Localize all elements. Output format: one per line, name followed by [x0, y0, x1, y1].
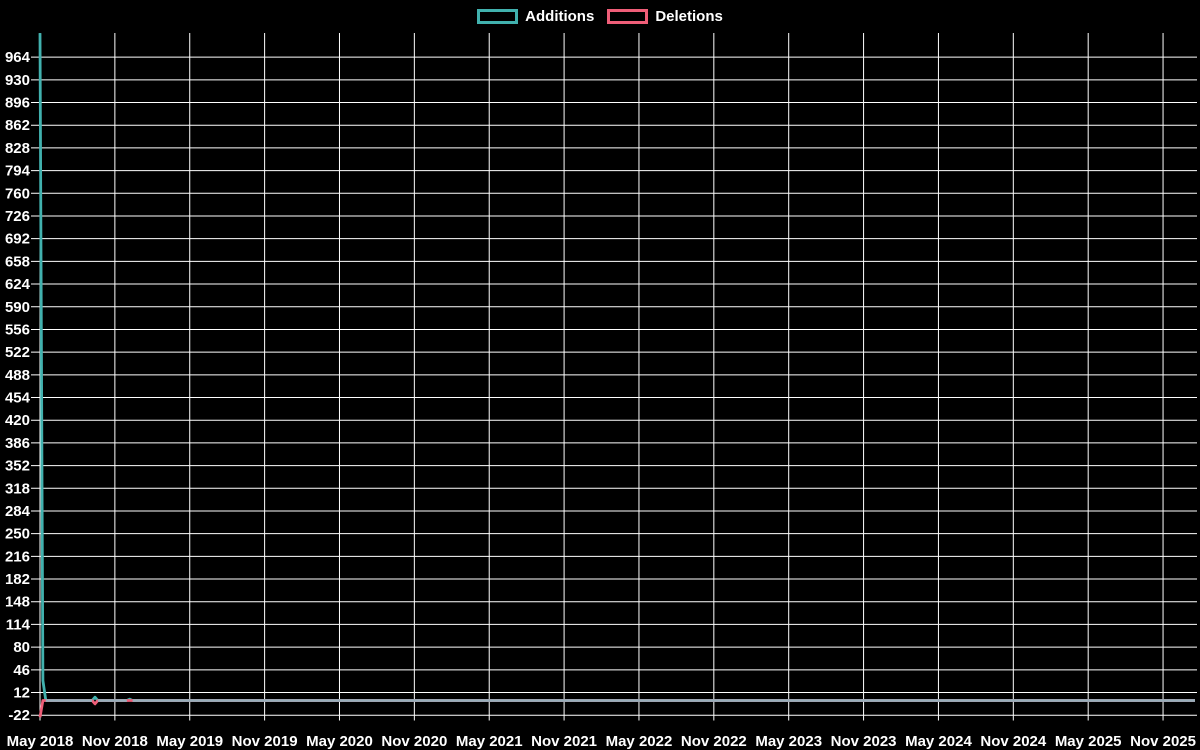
x-axis-tick-label: May 2025	[1054, 733, 1122, 750]
y-axis-tick-label: 12	[13, 684, 30, 702]
additions-line	[40, 33, 1195, 700]
y-axis-tick-label: 760	[4, 185, 30, 203]
legend-item-additions[interactable]	[477, 8, 594, 25]
y-axis-tick-label: -22	[8, 707, 30, 725]
x-axis-tick-label: May 2019	[156, 733, 224, 750]
x-axis-tick-label: Nov 2019	[231, 733, 298, 750]
y-axis-tick-label: 148	[4, 593, 30, 611]
y-axis-tick-label: 556	[4, 321, 30, 339]
y-axis-tick-label: 964	[4, 49, 30, 67]
y-axis-tick-label: 250	[4, 525, 30, 543]
y-axis-tick-label: 930	[4, 71, 30, 89]
x-axis-tick-label: Nov 2023	[830, 733, 897, 750]
x-axis-tick-label: Nov 2022	[680, 733, 747, 750]
y-axis-tick-label: 454	[4, 389, 30, 407]
y-axis-tick-label: 352	[4, 457, 30, 475]
x-axis-tick-label: May 2024	[905, 733, 972, 750]
y-axis-tick-label: 794	[4, 162, 30, 180]
y-axis-tick-label: 182	[4, 571, 30, 589]
x-axis-tick-label: Nov 2021	[531, 733, 598, 750]
x-axis-tick-label: May 2022	[605, 733, 673, 750]
y-axis-tick-label: 590	[4, 298, 30, 316]
y-axis-tick-label: 488	[4, 366, 30, 384]
x-axis-tick-label: Nov 2018	[81, 733, 148, 750]
y-axis-tick-label: 896	[4, 94, 30, 112]
x-axis-tick-label: May 2021	[455, 733, 523, 750]
y-axis-tick-label: 114	[5, 616, 30, 634]
legend-label-additions: Additions	[525, 8, 595, 25]
y-axis-tick-label: 726	[4, 207, 30, 225]
x-axis-tick-label: Nov 2024	[980, 733, 1047, 750]
y-axis-tick-label: 828	[4, 139, 30, 157]
additions-swatch	[477, 9, 518, 24]
y-axis-tick-label: 624	[4, 276, 30, 294]
y-axis-tick-label: 522	[4, 344, 30, 362]
y-axis-tick-label: 216	[4, 548, 30, 566]
y-axis-tick-label: 46	[13, 661, 30, 679]
y-axis-tick-label: 386	[4, 434, 30, 452]
y-axis-tick-label: 80	[13, 639, 30, 657]
legend-item-deletions[interactable]	[607, 8, 723, 25]
x-axis-tick-label: May 2018	[6, 733, 74, 750]
y-axis-tick-label: 658	[4, 253, 30, 271]
y-axis-tick-label: 692	[4, 230, 30, 248]
y-axis-tick-label: 318	[4, 480, 30, 498]
chart-legend	[0, 8, 1200, 25]
y-axis-tick-label: 284	[4, 502, 30, 520]
legend-label-deletions: Deletions	[655, 8, 723, 25]
x-axis-tick-label: May 2023	[755, 733, 823, 750]
y-axis-tick-label: 420	[4, 412, 30, 430]
y-axis-tick-label: 862	[4, 117, 30, 135]
deletions-line	[40, 701, 1195, 718]
x-axis-tick-label: May 2020	[306, 733, 373, 750]
deletions-swatch	[607, 9, 648, 24]
x-axis-tick-label: Nov 2025	[1130, 733, 1196, 750]
x-axis-tick-label: Nov 2020	[381, 733, 448, 750]
